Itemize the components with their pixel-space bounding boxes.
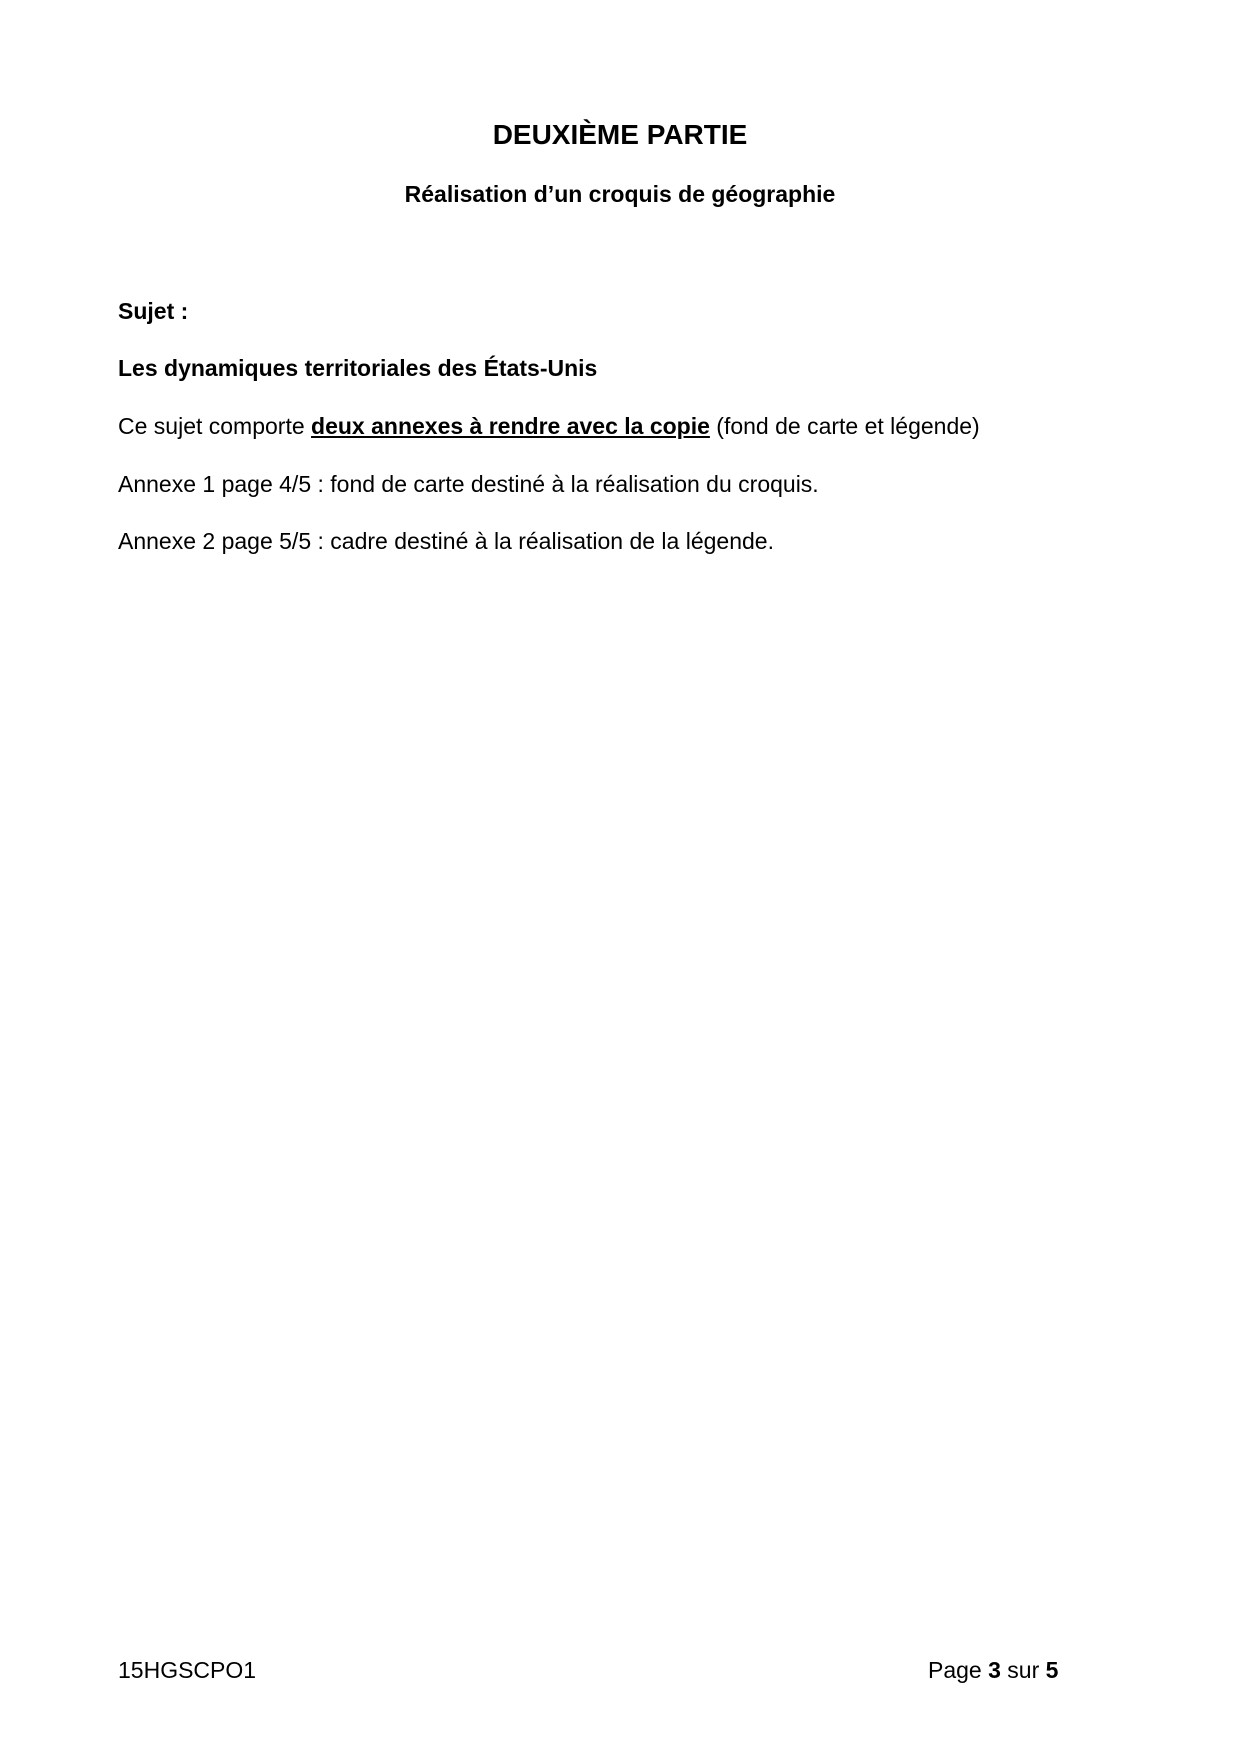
page-middle: sur bbox=[1000, 1657, 1046, 1683]
page-current: 3 bbox=[988, 1657, 1001, 1683]
page-subtitle: Réalisation d’un croquis de géographie bbox=[404, 181, 836, 207]
sujet-title: Les dynamiques territoriales des États-Unis bbox=[118, 355, 598, 381]
intro-prefix: Ce sujet comporte bbox=[118, 413, 312, 439]
intro-emphasis: deux annexes à rendre avec la copie bbox=[311, 413, 710, 439]
annexe-1-line: Annexe 1 page 4/5 : fond de carte destiné à la réalisation du croquis. bbox=[118, 471, 819, 497]
sujet-label: Sujet : bbox=[118, 298, 189, 324]
page-prefix: Page bbox=[928, 1657, 989, 1683]
page-title: DEUXIÈME PARTIE bbox=[492, 119, 748, 150]
intro-suffix: (fond de carte et légende) bbox=[709, 413, 980, 439]
annexe-2-line: Annexe 2 page 5/5 : cadre destiné à la réalisation de la légende. bbox=[118, 528, 774, 554]
intro-paragraph bbox=[118, 412, 980, 440]
footer-code: 15HGSCPO1 bbox=[118, 1657, 257, 1683]
page-total: 5 bbox=[1045, 1657, 1059, 1683]
footer-page-number bbox=[928, 1656, 1058, 1684]
